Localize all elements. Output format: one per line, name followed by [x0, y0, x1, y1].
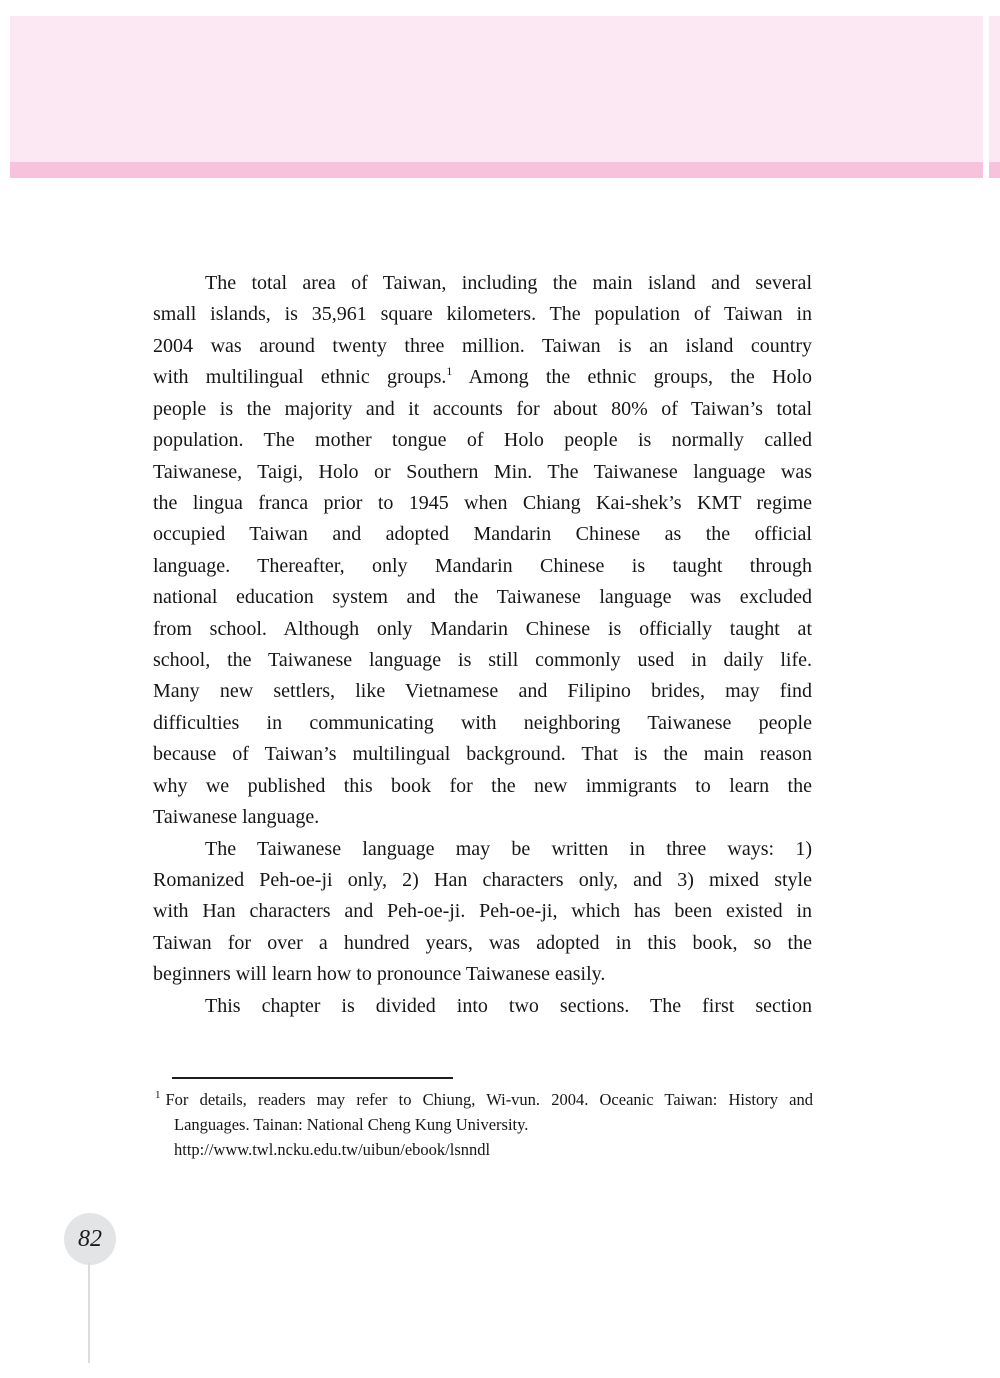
text-line: occupied Taiwan and adopted Mandarin Chinese as the official: [153, 523, 812, 546]
header-band-sliver: [989, 16, 1000, 178]
text-line: This chapter is divided into two sections. The first section: [205, 994, 812, 1017]
text-line: from school. Although only Mandarin Chinese is officially taught at: [153, 617, 812, 640]
footnote-text: For details, readers may refer to Chiung, Wi-vun. 2004. Oceanic Taiwan: History and: [165, 1090, 813, 1109]
text-line: small islands, is 35,961 square kilometers. The population of Taiwan in: [153, 303, 812, 326]
text-line: why we published this book for the new immigrants to learn the: [153, 774, 812, 797]
text-line: Taiwan for over a hundred years, was adopted in this book, so the: [153, 931, 812, 954]
text-line: with Han characters and Peh-oe-ji. Peh-oe-ji, which has been existed in: [153, 900, 812, 923]
footnote-marker: 1: [155, 1089, 161, 1101]
footnote-ref: 1: [446, 364, 453, 379]
text-line: The Taiwanese language may be written in three ways: 1): [205, 837, 812, 860]
text-segment: Among the ethnic groups, the Holo: [468, 366, 812, 389]
text-line: people is the majority and it accounts for about 80% of Taiwan’s total: [153, 397, 812, 420]
footnote-divider: [172, 1077, 453, 1079]
page-number: 82: [78, 1225, 102, 1252]
text-line: Many new settlers, like Vietnamese and Filipino brides, may find: [153, 680, 812, 703]
text-line: [153, 362, 812, 393]
text-line: Taiwanese language.: [153, 806, 320, 829]
page-stem-line: [88, 1263, 90, 1363]
footnote: [155, 1088, 813, 1162]
body-text: [153, 268, 812, 1022]
paragraph-3: [153, 991, 812, 1022]
header-band: [10, 16, 983, 178]
footnote-line: Languages. Tainan: National Cheng Kung University.: [174, 1114, 529, 1134]
footnote-url: http://www.twl.ncku.edu.tw/uibun/ebook/lsnndl: [174, 1139, 491, 1159]
text-segment: with multilingual ethnic groups.: [153, 366, 447, 389]
text-line: because of Taiwan’s multilingual background. That is the main reason: [153, 743, 812, 766]
text-line: The total area of Taiwan, including the main island and several: [205, 272, 812, 294]
footnote-line: [155, 1088, 813, 1113]
header-band-sliver-accent: [989, 162, 1000, 178]
text-line: school, the Taiwanese language is still commonly used in daily life.: [153, 649, 812, 672]
header-band-sliver-light: [989, 16, 1000, 162]
text-line: national education system and the Taiwanese language was excluded: [153, 586, 812, 609]
page-number-badge: [64, 1213, 116, 1265]
header-band-light: [10, 16, 983, 162]
text-line: Romanized Peh-oe-ji only, 2) Han characters only, and 3) mixed style: [153, 869, 812, 892]
text-line: language. Thereafter, only Mandarin Chinese is taught through: [153, 554, 812, 577]
text-line: difficulties in communicating with neighboring Taiwanese people: [153, 711, 812, 734]
text-line: population. The mother tongue of Holo people is normally called: [153, 429, 812, 452]
text-line: beginners will learn how to pronounce Taiwanese easily.: [153, 963, 606, 986]
paragraph-2: [153, 834, 812, 991]
text-line: 2004 was around twenty three million. Taiwan is an island country: [153, 334, 812, 357]
header-band-accent: [10, 162, 983, 178]
text-line: Taiwanese, Taigi, Holo or Southern Min. The Taiwanese language was: [153, 460, 812, 483]
paragraph-1: [153, 268, 812, 834]
text-line: the lingua franca prior to 1945 when Chiang Kai-shek’s KMT regime: [153, 491, 812, 514]
